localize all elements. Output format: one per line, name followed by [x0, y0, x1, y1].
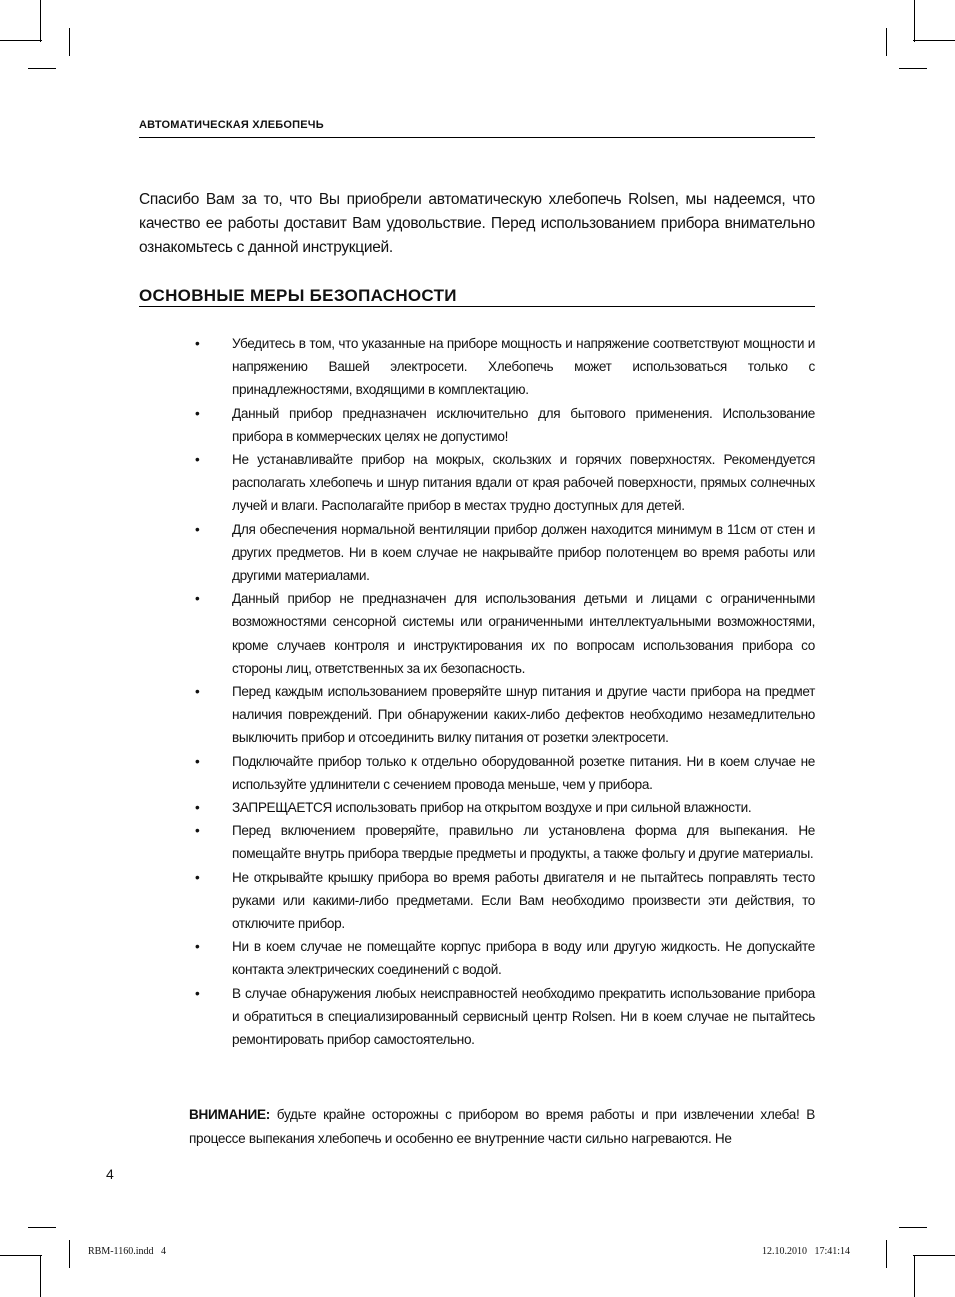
- section-rule: [139, 306, 815, 307]
- crop-mark: [886, 28, 887, 56]
- bullet-icon: •: [195, 521, 200, 537]
- safety-list: [195, 332, 815, 1051]
- section-title: ОСНОВНЫЕ МЕРЫ БЕЗОПАСНОСТИ: [139, 286, 457, 305]
- intro-paragraph: Спасибо Вам за то, что Вы приобрели автоматическую хлебопечь Rolsen, мы надеемся, что качество ее работы доставит Вам удовольствие. Перед использованием прибора внимательно ознакомьтесь с данной инструкцией.: [139, 191, 815, 256]
- list-item-text: Данный прибор предназначен исключительно для бытового применения. Использование прибора в коммерческих целях не допустимо!: [232, 405, 815, 444]
- slug-datetime: 12.10.2010 17:41:14: [762, 1246, 851, 1257]
- slug-file: RBM-1160.indd 4: [88, 1246, 166, 1257]
- page-number: 4: [106, 1166, 114, 1182]
- list-item-text: Подключайте прибор только к отдельно оборудованной розетке питания. Ни в коем случае не используйте удлинители с сечением провода меньше, чем у прибора.: [232, 753, 815, 792]
- list-item: [195, 935, 815, 981]
- list-item-text: Не открывайте крышку прибора во время работы двигателя и не пытайтесь поправлять тесто руками или какими-либо предметами. Если Вам необходимо произвести эти действия, то отключите прибор.: [232, 869, 815, 932]
- list-item: [195, 796, 815, 819]
- list-item: [195, 680, 815, 750]
- crop-mark: [886, 1240, 887, 1268]
- warning-paragraph: [189, 1103, 815, 1151]
- list-item: [195, 819, 815, 865]
- list-item-text: ЗАПРЕЩАЕТСЯ использовать прибор на открытом воздухе и при сильной влажности.: [232, 800, 752, 816]
- crop-mark: [69, 28, 70, 56]
- crop-mark: [914, 0, 915, 42]
- list-item: [195, 448, 815, 518]
- list-item: [195, 587, 815, 680]
- bullet-icon: •: [195, 869, 200, 885]
- crop-mark: [40, 0, 41, 42]
- bullet-icon: •: [195, 452, 200, 468]
- bullet-icon: •: [195, 336, 200, 351]
- list-item: [195, 332, 815, 402]
- list-item-text: В случае обнаружения любых неисправностей необходимо прекратить использование прибора и обратиться в специализированный сервисный центр Rolsen. Ни в коем случае не пытайтесь ремонтировать прибор самостоятельно.: [232, 985, 815, 1048]
- bullet-icon: •: [195, 405, 200, 421]
- crop-mark: [899, 1227, 927, 1228]
- list-item: [195, 866, 815, 936]
- list-item: [195, 750, 815, 796]
- bullet-icon: •: [195, 753, 200, 769]
- bullet-icon: •: [195, 823, 200, 839]
- list-item: [195, 982, 815, 1052]
- bullet-icon: •: [195, 591, 200, 607]
- bullet-icon: •: [195, 800, 200, 816]
- crop-mark: [899, 68, 927, 69]
- list-item-text: Не устанавливайте прибор на мокрых, скользких и горячих поверхностях. Рекомендуется располагать хлебопечь и шнур питания вдали от края рабочей поверхности, прямых солнечных лучей и влаги. Располагайте прибор в местах трудно доступных для детей.: [232, 452, 815, 514]
- crop-mark: [28, 1227, 56, 1228]
- crop-mark: [914, 1255, 915, 1297]
- list-item-text: Перед каждым использованием проверяйте шнур питания и другие части прибора на предмет наличия повреждений. При обнаружении каких-либо дефектов необходимо незамедлительно выключить прибор и отсоединить вилку питания от розетки электросети.: [232, 684, 815, 746]
- list-item-text: Данный прибор не предназначен для использования детьми и лицами с ограниченными возможностями сенсорной системы или ограниченными интеллектуальными возможностями, кроме случаев контроля и инструктирования их по вопросам использования прибора со стороны лиц, ответственных за их безопасность.: [232, 591, 815, 676]
- crop-mark: [40, 1255, 41, 1297]
- warning-label: ВНИМАНИЕ:: [189, 1107, 271, 1122]
- list-item-text: Убедитесь в том, что указанные на приборе мощность и напряжение соответствуют мощности и напряжению Вашей электросети. Хлебопечь может использоваться только с принадлежностями, входящими в комплектацию.: [232, 336, 815, 398]
- header-rule: [139, 137, 815, 138]
- crop-mark: [913, 40, 955, 41]
- crop-mark: [28, 68, 56, 69]
- bullet-icon: •: [195, 939, 200, 955]
- list-item-text: Ни в коем случае не помещайте корпус прибора в воду или другую жидкость. Не допускайте контакта электрических соединений с водой.: [232, 939, 815, 978]
- crop-mark: [69, 1240, 70, 1268]
- list-item-text: Перед включением проверяйте, правильно ли установлена форма для выпекания. Не помещайте внутрь прибора твердые предметы и продукты, а также фольгу и другие материалы.: [232, 823, 815, 862]
- bullet-icon: •: [195, 684, 200, 700]
- crop-mark: [913, 1255, 955, 1256]
- crop-mark: [0, 1255, 42, 1256]
- running-header: АВТОМАТИЧЕСКАЯ ХЛЕБОПЕЧЬ: [139, 119, 324, 131]
- list-item-text: Для обеспечения нормальной вентиляции прибор должен находится минимум в 11см от стен и других предметов. Ни в коем случае не накрывайте прибор полотенцем во время работы или другими материалами.: [232, 521, 815, 584]
- bullet-icon: •: [195, 985, 200, 1001]
- crop-mark: [0, 40, 42, 41]
- warning-text: будьте крайне осторожны с прибором во время работы и при извлечении хлеба! В процессе выпекания хлебопечь и особенно ее внутренние части сильно нагреваются. Не: [189, 1107, 815, 1146]
- list-item: [195, 402, 815, 448]
- list-item: [195, 518, 815, 588]
